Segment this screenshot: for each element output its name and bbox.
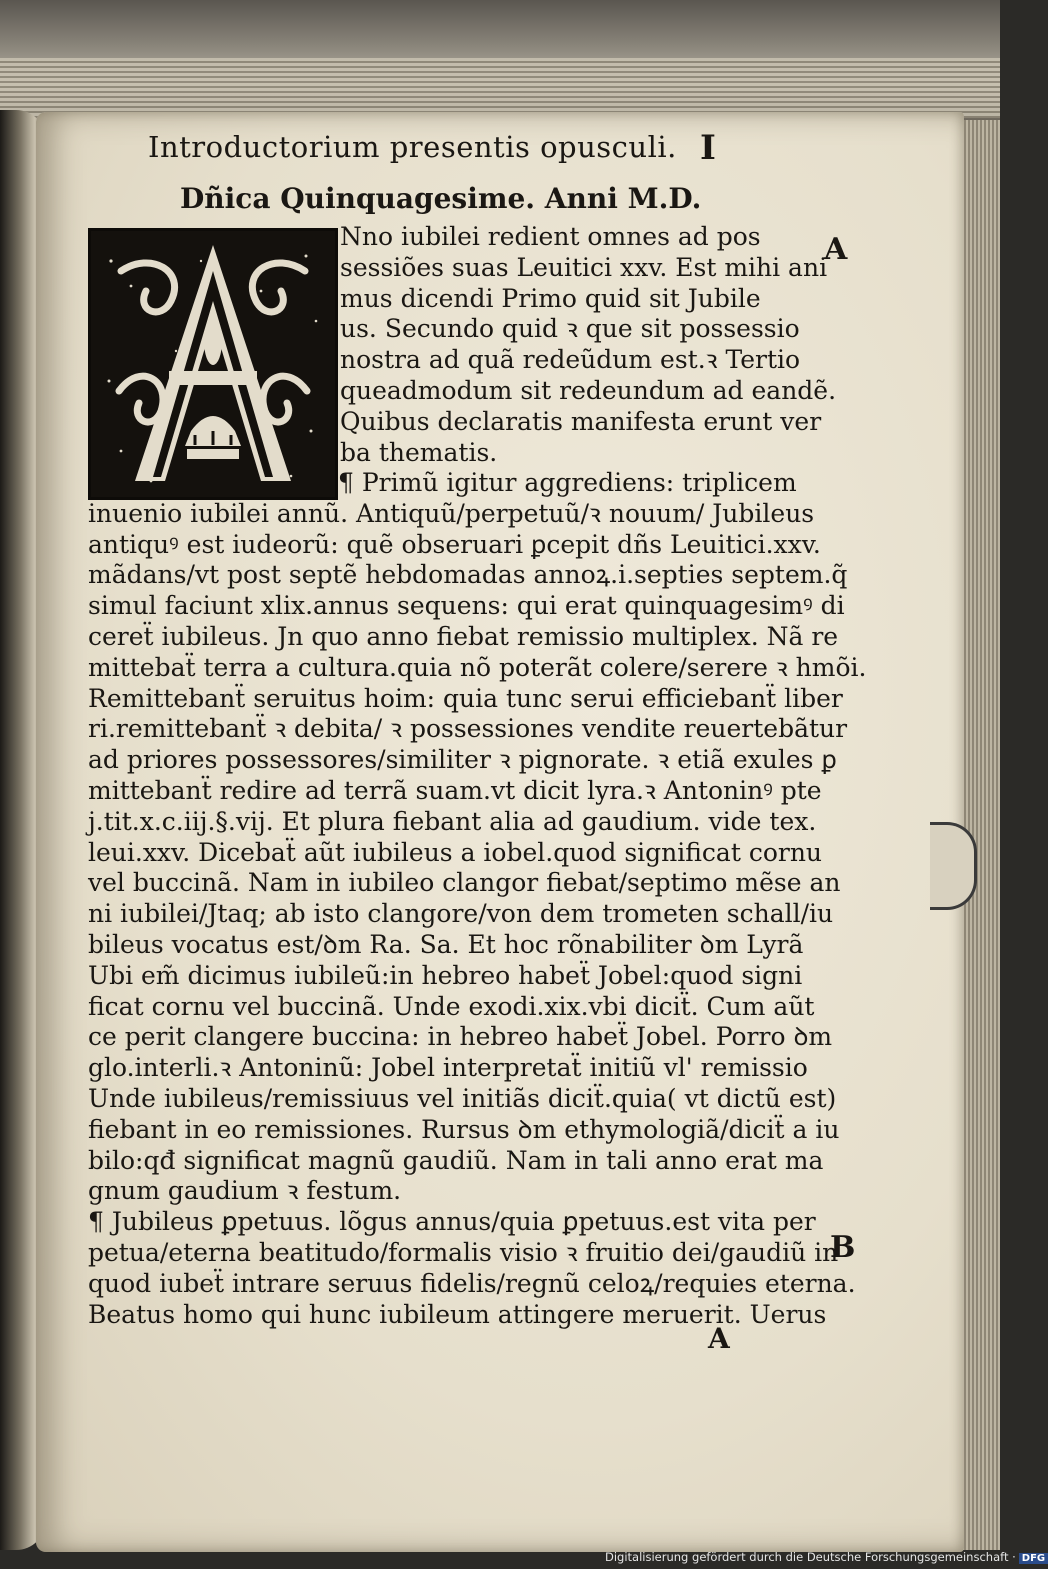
text-line: inuenio iubilei annũ. Antiquũ/perpetuũ/ꝛ nouum/ Jubileus xyxy=(88,498,815,528)
text-line: nostra ad quã redeũdum est.ꝛ Tertio xyxy=(340,345,801,375)
text-line: mus dicendi Primo quid sit Jubile xyxy=(340,283,761,313)
text-line: petua/eterna beatitudo/formalis visio ꝛ fruitio dei/gaudiũ in xyxy=(88,1237,839,1267)
text-line: glo.interli.ꝛ Antoninũ: Jobel interpretaẗ initiũ vl' remissio xyxy=(88,1053,808,1083)
margin-note-a: A xyxy=(824,232,848,267)
text-line: Ubi em̃ dicimus iubileũ:in hebreo habeẗ Jobel:quod signi xyxy=(88,960,803,990)
woodcut-initial xyxy=(88,228,338,500)
text-line: queadmodum sit redeundum ad eandẽ. xyxy=(340,375,837,405)
text-line: gnum gaudium ꝛ festum. xyxy=(88,1176,402,1206)
section-heading: Dñica Quinquagesime. Anni M.D. xyxy=(180,182,702,215)
text-line: bilo:qđ significat magnũ gaudiũ. Nam in tali anno erat ma xyxy=(88,1145,824,1175)
running-header: Introductorium presentis opusculi. xyxy=(148,130,677,164)
text-line: ¶ Primũ igitur aggrediens: triplicem xyxy=(338,468,797,497)
text-line: ficat cornu vel buccinã. Unde exodi.xix.vbi diciẗ. Cum aũt xyxy=(88,991,815,1021)
text-line: Nno iubilei redient omnes ad pos xyxy=(340,222,761,251)
text-line: j.tit.x.c.iij.§.vij. Et plura fiebant alia ad gaudium. vide tex. xyxy=(88,806,817,836)
text-line: antiquꝰ est iudeorũ: quẽ obseruari ꝑcepit dñs Leuitici.xxv. xyxy=(88,529,821,559)
text-line: mittebaẗ terra a cultura.quia nõ poterãt colere/serere ꝛ hmõi. xyxy=(88,652,867,682)
text-line: vel buccinã. Nam in iubileo clangor fiebat/septimo mẽse an xyxy=(88,868,841,898)
text-line: us. Secundo quid ꝛ que sit possessio xyxy=(340,314,800,344)
text-line: Beatus homo qui hunc iubileum attingere meruerit. Uerus xyxy=(88,1299,827,1329)
text-line: ri.remittebanẗ ꝛ debita/ ꝛ possessiones vendite reuertebãtur xyxy=(88,714,848,744)
margin-note-b: B xyxy=(830,1230,856,1265)
text-line: sessiões suas Leuitici xxv. Est mihi ani xyxy=(340,252,828,282)
text-line: Remittebanẗ seruitus hoim: quia tunc serui efficiebanẗ liber xyxy=(88,683,843,713)
text-line: ce perit clangere buccina: in hebreo habeẗ Jobel. Porro ꝺm xyxy=(88,1022,833,1052)
dfg-logo: DFG xyxy=(1019,1553,1048,1564)
text-line: Unde iubileus/remissiuus vel initiãs diciẗ.quia( vt dictũ est) xyxy=(88,1083,837,1113)
text-line: ¶ Jubileus ꝑpetuus. lõgus annus/quia ꝑpetuus.est vita per xyxy=(88,1207,816,1237)
text-line: simul faciunt xlix.annus sequens: qui erat quinquagesimꝰ di xyxy=(88,591,845,621)
text-line: mãdans/vt post septẽ hebdomadas annoꝝ.i.septies septem.q̃ xyxy=(88,560,848,590)
credit-text: Digitalisierung gefördert durch die Deutsche Forschungsgemeinschaft · xyxy=(605,1550,1016,1564)
text-line: Quibus declaratis manifesta erunt ver xyxy=(340,406,822,436)
signature-mark: A xyxy=(708,1322,730,1355)
text-line: fiebant in eo remissiones. Rursus ꝺm ethymologiã/diciẗ a iu xyxy=(88,1114,840,1144)
page-stack-edge xyxy=(0,58,1000,118)
page-clip-tab xyxy=(930,822,977,910)
text-line: bileus vocatus est/ꝺm Ra. Sa. Et hoc rõnabiliter ꝺm Lyrã xyxy=(88,929,804,959)
text-line: ad priores possessores/similiter ꝛ pignorate. ꝛ etiã exules ꝑ xyxy=(88,745,837,775)
text-line: quod iubeẗ intrare seruus fidelis/regnũ celoꝝ/requies eterna. xyxy=(88,1268,856,1298)
text-line: leui.xxv. Dicebaẗ aũt iubileus a iobel.quod significat cornu xyxy=(88,837,823,867)
digitization-credit xyxy=(605,1550,1048,1564)
text-line: cereẗ iubileus. Jn quo anno fiebat remissio multiplex. Nã re xyxy=(88,621,839,651)
text-line: mittebanẗ redire ad terrã suam.vt dicit lyra.ꝛ Antoninꝰ pte xyxy=(88,775,822,805)
intro-text-block xyxy=(340,222,837,468)
text-line: ni iubilei/Jtaq; ab isto clangore/von dem trometen schall/iu xyxy=(88,899,834,929)
text-line: ba thematis. xyxy=(340,437,498,467)
initial-a-woodcut-icon xyxy=(91,231,335,497)
folio-number: I xyxy=(700,128,716,168)
body-text-block xyxy=(88,468,867,1330)
